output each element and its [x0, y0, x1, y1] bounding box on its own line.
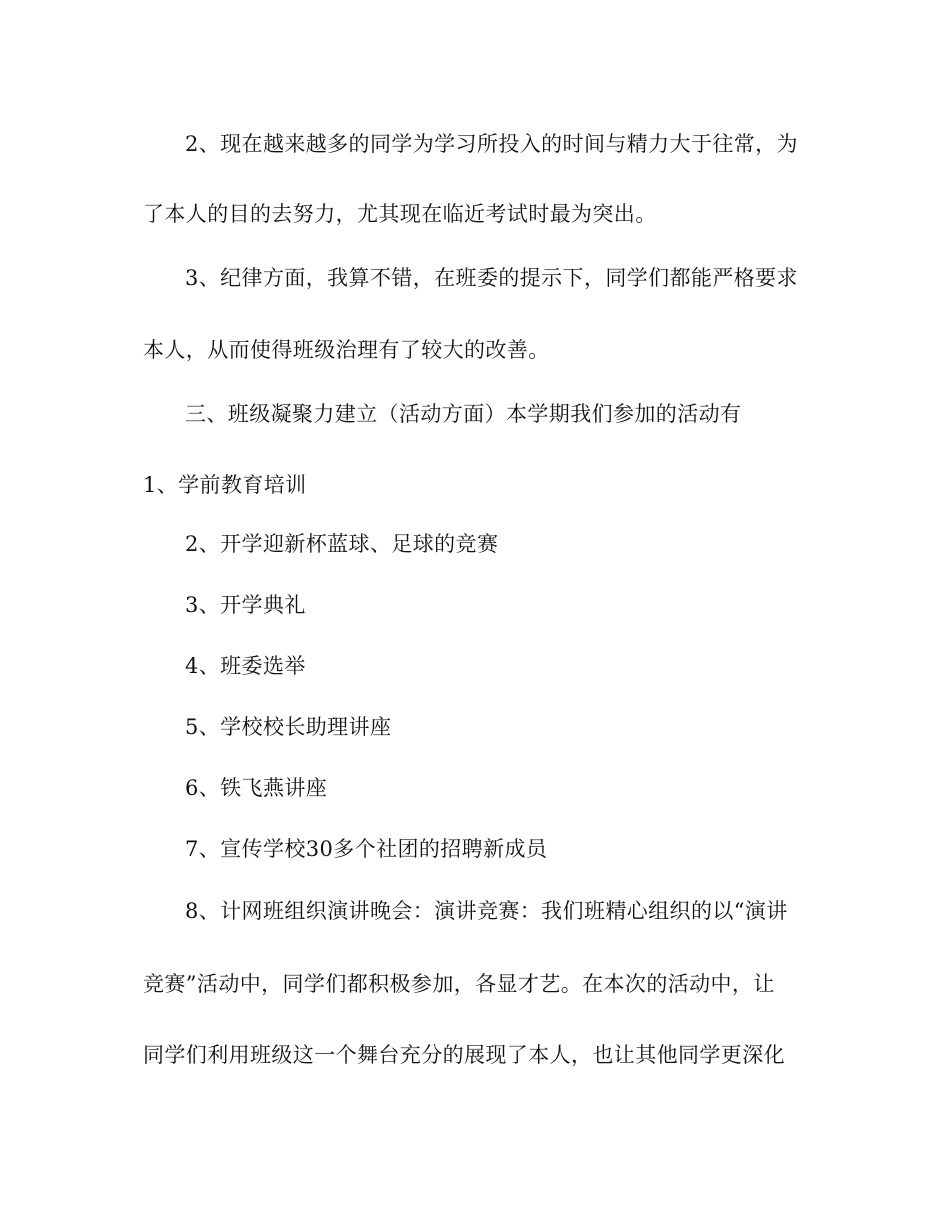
activity-item-3: 3、开学典礼: [185, 593, 306, 617]
activity-item-4: 4、班委选举: [185, 654, 306, 678]
activity-item-8-line-1: 8、计网班组织演讲晚会：演讲竞赛：我们班精心组织的以“演讲: [185, 899, 788, 923]
paragraph-3-line-1: 3、纪律方面，我算不错，在班委的提示下，同学们都能严格要求: [185, 266, 798, 290]
activity-item-1: 1、学前教育培训: [143, 473, 307, 497]
section-heading-activities: 三、班级凝聚力建立（活动方面）本学期我们参加的活动有: [185, 402, 742, 426]
activity-item-2: 2、开学迎新杯蓝球、足球的竞赛: [185, 532, 499, 556]
paragraph-3-line-2: 本人，从而使得班级治理有了较大的改善。: [143, 338, 550, 362]
activity-item-5: 5、学校校长助理讲座: [185, 715, 392, 739]
paragraph-2-line-2: 了本人的目的去努力，尤其现在临近考试时最为突出。: [143, 202, 657, 226]
paragraph-2-line-1: 2、现在越来越多的同学为学习所投入的时间与精力大于往常，为: [185, 132, 798, 156]
activity-item-6: 6、铁飞燕讲座: [185, 776, 328, 800]
activity-item-8-line-3: 同学们利用班级这一个舞台充分的展现了本人，也让其他同学更深化: [143, 1043, 785, 1067]
activity-item-8-line-2: 竞赛”活动中，同学们都积极参加，各显才艺。在本次的活动中，让: [143, 972, 775, 996]
activity-item-7: 7、宣传学校30多个社团的招聘新成员: [185, 837, 548, 861]
